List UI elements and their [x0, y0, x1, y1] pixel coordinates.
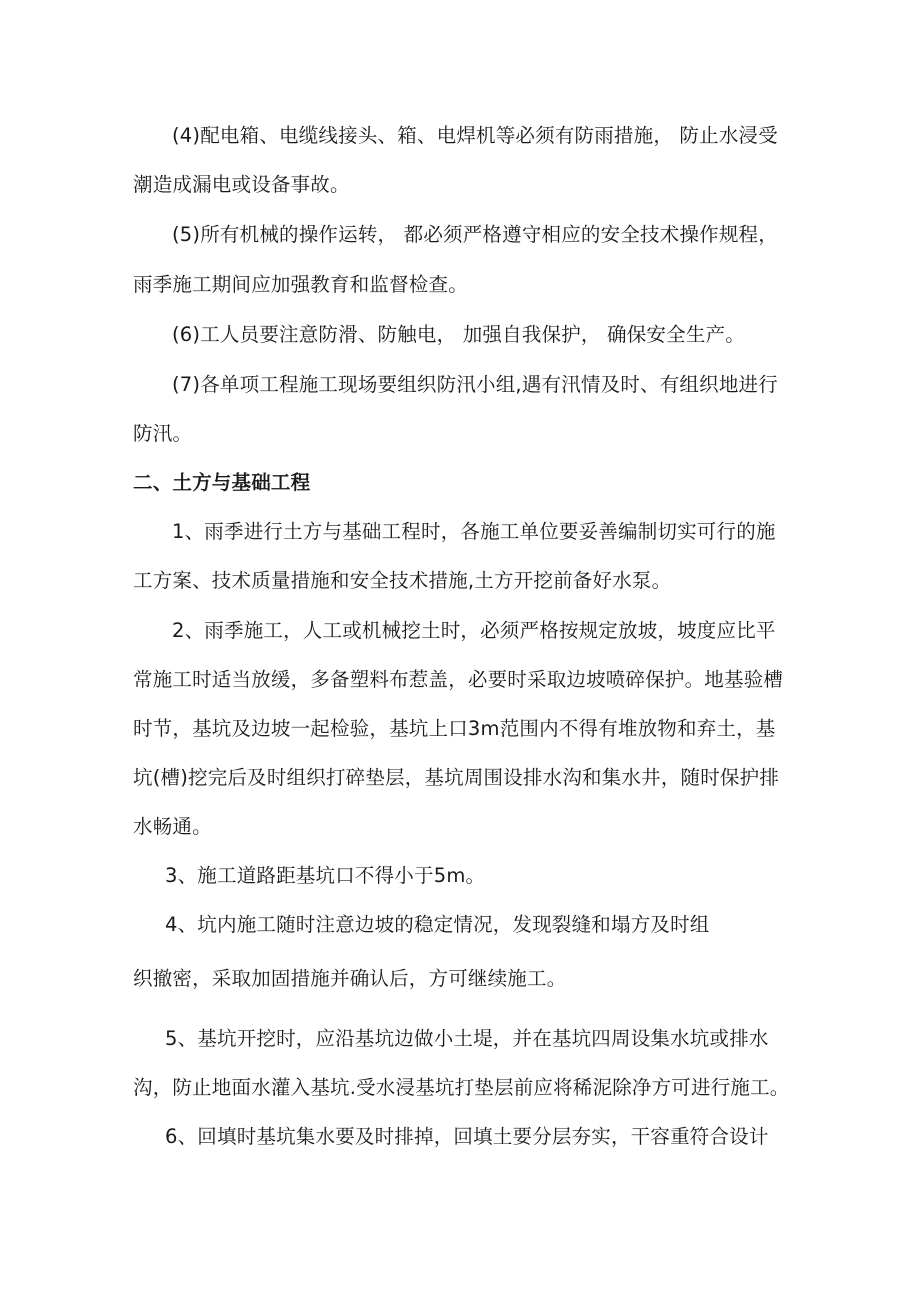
paragraph-line: 织撤密，采取加固措施并确认后，方可继续施工。 [133, 967, 567, 990]
paragraph-line: 常施工时适当放缓，多备塑料布惹盖，必要时采取边坡喷碎保护。地基验槽 [133, 668, 784, 691]
paragraph-line: 防汛。 [133, 422, 193, 445]
paragraph-line: 潮造成漏电或设备事故。 [133, 173, 350, 196]
paragraph-line: (7)各单项工程施工现场要组织防汛小组,遇有汛情及时、有组织地进行 [172, 373, 778, 396]
paragraph-line: 6、回填时基坑集水要及时排掉，回填土要分层夯实，干容重符合设计 [165, 1125, 769, 1148]
paragraph-line: 5、基坑开挖时，应沿基坑边做小土堤，并在基坑四周设集水坑或排水 [165, 1027, 769, 1050]
paragraph-line: 工方案、技术质量措施和安全技术措施,土方开挖前备好水泵。 [133, 569, 672, 592]
paragraph-line: 水畅通。 [133, 815, 212, 838]
paragraph-line: (5)所有机械的操作运转， 都必须严格遵守相应的安全技术操作规程， [172, 223, 778, 246]
paragraph-line: 3、施工道路距基坑口不得小于5m。 [165, 864, 486, 887]
paragraph-line: (6)工人员要注意防滑、防触电， 加强自我保护， 确保安全生产。 [172, 323, 745, 346]
paragraph-line: 1、雨季进行土方与基础工程时，各施工单位要妥善编制切实可行的施 [172, 520, 776, 543]
paragraph-line: 4、坑内施工随时注意边坡的稳定情况，发现裂缝和塌方及时组 [165, 913, 710, 936]
paragraph-line: 沟，防止地面水灌入基坑.受水浸基坑打垫层前应将稀泥除净方可进行施工。 [133, 1076, 790, 1099]
section-heading: 二、土方与基础工程 [133, 471, 311, 494]
paragraph-line: 2、雨季施工，人工或机械挖土时，必须严格按规定放坡，坡度应比平 [172, 619, 776, 642]
paragraph-line: 雨季施工期间应加强教育和监督检查。 [133, 273, 468, 296]
paragraph-line: (4)配电箱、电缆线接头、箱、电焊机等必须有防雨措施， 防止水浸受 [172, 124, 778, 147]
paragraph-line: 坑(槽)挖完后及时组织打碎垫层，基坑周围设排水沟和集水井，随时保护排 [133, 766, 780, 789]
paragraph-line: 时节，基坑及边坡一起检验，基坑上口3m范围内不得有堆放物和弃土，基 [133, 717, 776, 740]
